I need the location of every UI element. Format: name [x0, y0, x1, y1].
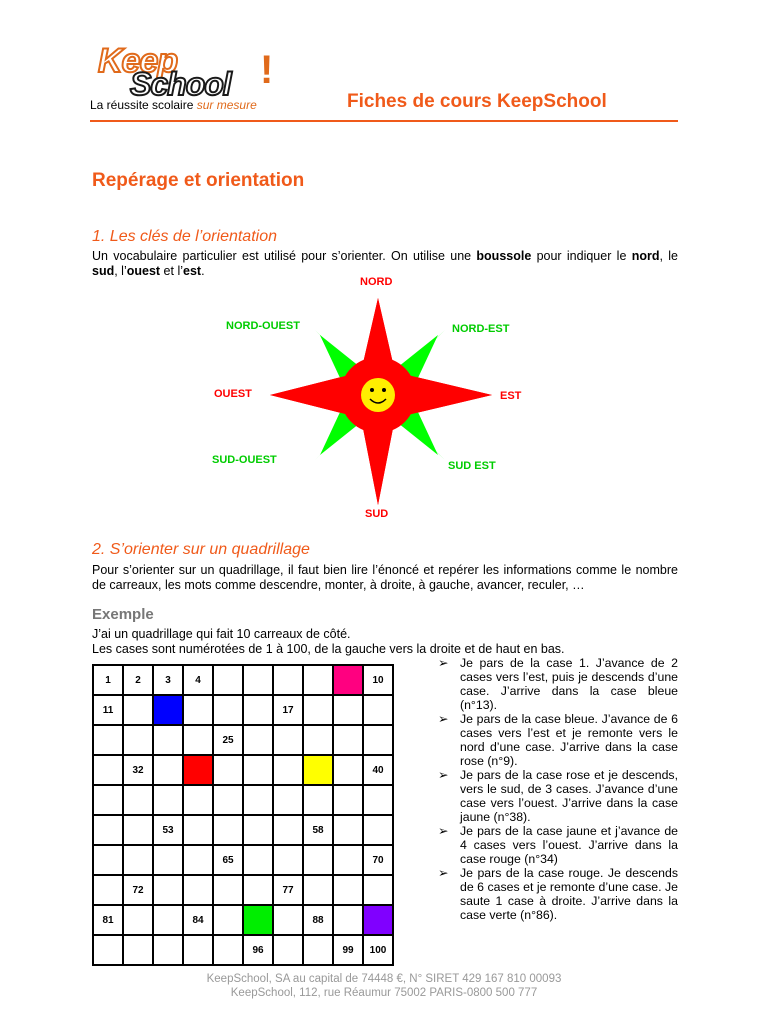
grid-row: [93, 905, 393, 935]
grid-cell: [153, 755, 183, 785]
grid-cell: [303, 725, 333, 755]
logo-keep-text: Keep: [98, 42, 178, 80]
grid-cell: [213, 695, 243, 725]
grid-cell: [213, 665, 243, 695]
grid-cell: [183, 785, 213, 815]
grid-cell: [123, 695, 153, 725]
grid-cell: [333, 785, 363, 815]
header-divider: [90, 120, 678, 122]
grid-cell: 2: [123, 665, 153, 695]
grid-row: [93, 755, 393, 785]
step-text: Je pars de la case rouge. Je descends de 6 cases et je remonte d’une case. Je saute 1 case à droite. J’arrive dans la case verte (n°86).: [460, 866, 678, 922]
step-item: [438, 656, 678, 712]
grid-cell: [333, 845, 363, 875]
grid-row: [93, 935, 393, 965]
grid-cell: [273, 815, 303, 845]
grid-cell: 3: [153, 665, 183, 695]
grid-cell: [363, 815, 393, 845]
grid-cell: [333, 665, 363, 695]
grid-cell: [183, 695, 213, 725]
step-item: [438, 768, 678, 824]
compass-label-nord-est: NORD-EST: [452, 323, 510, 335]
grid-cell: 10: [363, 665, 393, 695]
grid-cell: [273, 845, 303, 875]
grid-cell: [243, 755, 273, 785]
grid-cell: [123, 815, 153, 845]
grid-cell: [303, 785, 333, 815]
grid-cell: [243, 665, 273, 695]
grid-cell: [213, 755, 243, 785]
grid-row: [93, 875, 393, 905]
grid-cell: 72: [123, 875, 153, 905]
steps-list: [438, 656, 678, 922]
grid-cell: [153, 725, 183, 755]
grid-cell: [273, 665, 303, 695]
grid-cell: [303, 935, 333, 965]
footer-line1: KeepSchool, SA au capital de 74448 €, N° SIRET 429 167 810 00093: [206, 973, 562, 985]
grid-cell: [183, 815, 213, 845]
grid-cell: [93, 875, 123, 905]
grid-cell: [93, 725, 123, 755]
logo-tagline: La réussite scolaire sur mesure: [90, 98, 257, 112]
grid-cell: [183, 725, 213, 755]
grid-cell: [213, 785, 243, 815]
grid-cell: [333, 755, 363, 785]
section2-heading: 2. S’orienter sur un quadrillage: [92, 541, 310, 558]
grid-row: [93, 785, 393, 815]
grid-cell: [243, 875, 273, 905]
grid-cell: [303, 665, 333, 695]
arrow-bullet-icon: ➢: [438, 824, 449, 838]
grid-cell: [243, 695, 273, 725]
grid-cell: [303, 845, 333, 875]
grid-cell: 32: [123, 755, 153, 785]
grid-cell: 11: [93, 695, 123, 725]
step-item: [438, 866, 678, 922]
grid-cell: [123, 935, 153, 965]
grid-cell: [93, 785, 123, 815]
numbered-grid: [92, 664, 394, 966]
step-text: Je pars de la case rose et je descends, vers le sud, de 3 cases. J’avance d’une case vers l’ouest. J’arrive dans la case jaune (n°38).: [460, 768, 678, 824]
step-item: [438, 712, 678, 768]
section1-heading: 1. Les clés de l’orientation: [92, 228, 277, 245]
grid-row: [93, 725, 393, 755]
grid-cell: 81: [93, 905, 123, 935]
grid-cell: 70: [363, 845, 393, 875]
grid-cell: [123, 845, 153, 875]
grid-cell: [333, 815, 363, 845]
grid-cell: 100: [363, 935, 393, 965]
arrow-bullet-icon: ➢: [438, 712, 449, 726]
grid-cell: [273, 755, 303, 785]
grid-cell: [243, 725, 273, 755]
grid-cell: 17: [273, 695, 303, 725]
compass-label-ouest: OUEST: [214, 388, 252, 400]
smiley-face-icon: [361, 378, 395, 412]
logo-exclamation: !: [260, 48, 274, 92]
grid-cell: [273, 785, 303, 815]
grid-cell: [93, 755, 123, 785]
grid-cell: 88: [303, 905, 333, 935]
grid-cell: [303, 755, 333, 785]
grid-cell: [243, 815, 273, 845]
grid-row: [93, 845, 393, 875]
grid-cell: 77: [273, 875, 303, 905]
compass-label-nord-ouest: NORD-OUEST: [226, 320, 300, 332]
compass-label-sud: SUD: [365, 508, 389, 520]
grid-cell: [213, 875, 243, 905]
grid-cell: [333, 875, 363, 905]
grid-cell: 84: [183, 905, 213, 935]
grid-cell: [273, 725, 303, 755]
grid-cell: 99: [333, 935, 363, 965]
arrow-bullet-icon: ➢: [438, 656, 449, 670]
grid-cell: [303, 875, 333, 905]
grid-row: [93, 695, 393, 725]
grid-cell: [183, 875, 213, 905]
step-text: Je pars de la case bleue. J’avance de 6 cases vers l’est et je remonte vers le nord d’une case. J’arrive dans la case rose (n°9).: [460, 712, 678, 768]
grid-cell: [333, 695, 363, 725]
grid-cell: [183, 935, 213, 965]
grid-cell: [153, 905, 183, 935]
grid-cell: [123, 725, 153, 755]
logo-school-text: School: [130, 66, 231, 102]
example-line1: J’ai un quadrillage qui fait 10 carreaux de côté.: [92, 627, 351, 641]
example-title: Exemple: [92, 606, 154, 623]
grid-cell: [363, 785, 393, 815]
compass-label-nord: NORD: [360, 276, 393, 288]
step-item: [438, 824, 678, 866]
grid-cell: [363, 875, 393, 905]
grid-cell: [153, 875, 183, 905]
compass-label-sud-est: SUD EST: [448, 460, 496, 472]
grid-cell: [273, 905, 303, 935]
grid-cell: 58: [303, 815, 333, 845]
grid-cell: [273, 935, 303, 965]
grid-row: [93, 665, 393, 695]
grid-cell: [363, 695, 393, 725]
grid-cell: [303, 695, 333, 725]
keepschool-logo: [90, 40, 290, 120]
grid-cell: [153, 845, 183, 875]
grid-cell: 4: [183, 665, 213, 695]
page-title: Repérage et orientation: [92, 170, 305, 191]
grid-cell: [183, 845, 213, 875]
arrow-bullet-icon: ➢: [438, 768, 449, 782]
grid-cell: [363, 725, 393, 755]
grid-cell: [243, 905, 273, 935]
compass-label-sud-ouest: SUD-OUEST: [212, 454, 277, 466]
grid-cell: [213, 905, 243, 935]
grid-cell: [333, 905, 363, 935]
arrow-bullet-icon: ➢: [438, 866, 449, 880]
grid-cell: [333, 725, 363, 755]
grid-cell: [153, 695, 183, 725]
grid-cell: [153, 785, 183, 815]
grid-cell: 1: [93, 665, 123, 695]
section2-text: Pour s’orienter sur un quadrillage, il faut bien lire l’énoncé et repérer les informations comme le nombre de carreaux, les mots comme descendre, monter, à droite, à gauche, avancer, reculer, …: [92, 563, 678, 592]
grid-cell: 40: [363, 755, 393, 785]
example-line2: Les cases sont numérotées de 1 à 100, de la gauche vers la droite et de haut en bas.: [92, 642, 565, 656]
grid-cell: [93, 845, 123, 875]
section1-text: Un vocabulaire particulier est utilisé pour s’orienter. On utilise une boussole pour indiquer le nord, le sud, l’ouest et l’est.: [92, 249, 678, 278]
step-text: Je pars de la case 1. J’avance de 2 cases vers l’est, puis je descends d’une case. J’arrive dans la case bleue (n°13).: [460, 656, 678, 712]
compass-label-est: EST: [500, 390, 522, 402]
grid-cell: [243, 845, 273, 875]
grid-cell: [123, 905, 153, 935]
grid-cell: 53: [153, 815, 183, 845]
grid-cell: 96: [243, 935, 273, 965]
grid-cell: [363, 905, 393, 935]
header-title: Fiches de cours KeepSchool: [347, 91, 607, 112]
grid-row: [93, 815, 393, 845]
grid-cell: 25: [213, 725, 243, 755]
grid-cell: [93, 935, 123, 965]
grid-cell: [123, 785, 153, 815]
grid-cell: 65: [213, 845, 243, 875]
grid-cell: [213, 935, 243, 965]
grid-cell: [183, 755, 213, 785]
grid-cell: [93, 815, 123, 845]
grid-cell: [213, 815, 243, 845]
step-text: Je pars de la case jaune et j’avance de 4 cases vers l’ouest. J’arrive dans la case rouge (n°34): [460, 824, 678, 866]
grid-cell: [243, 785, 273, 815]
grid-cell: [153, 935, 183, 965]
footer-line2: KeepSchool, 112, rue Réaumur 75002 PARIS-0800 500 777: [230, 987, 538, 999]
